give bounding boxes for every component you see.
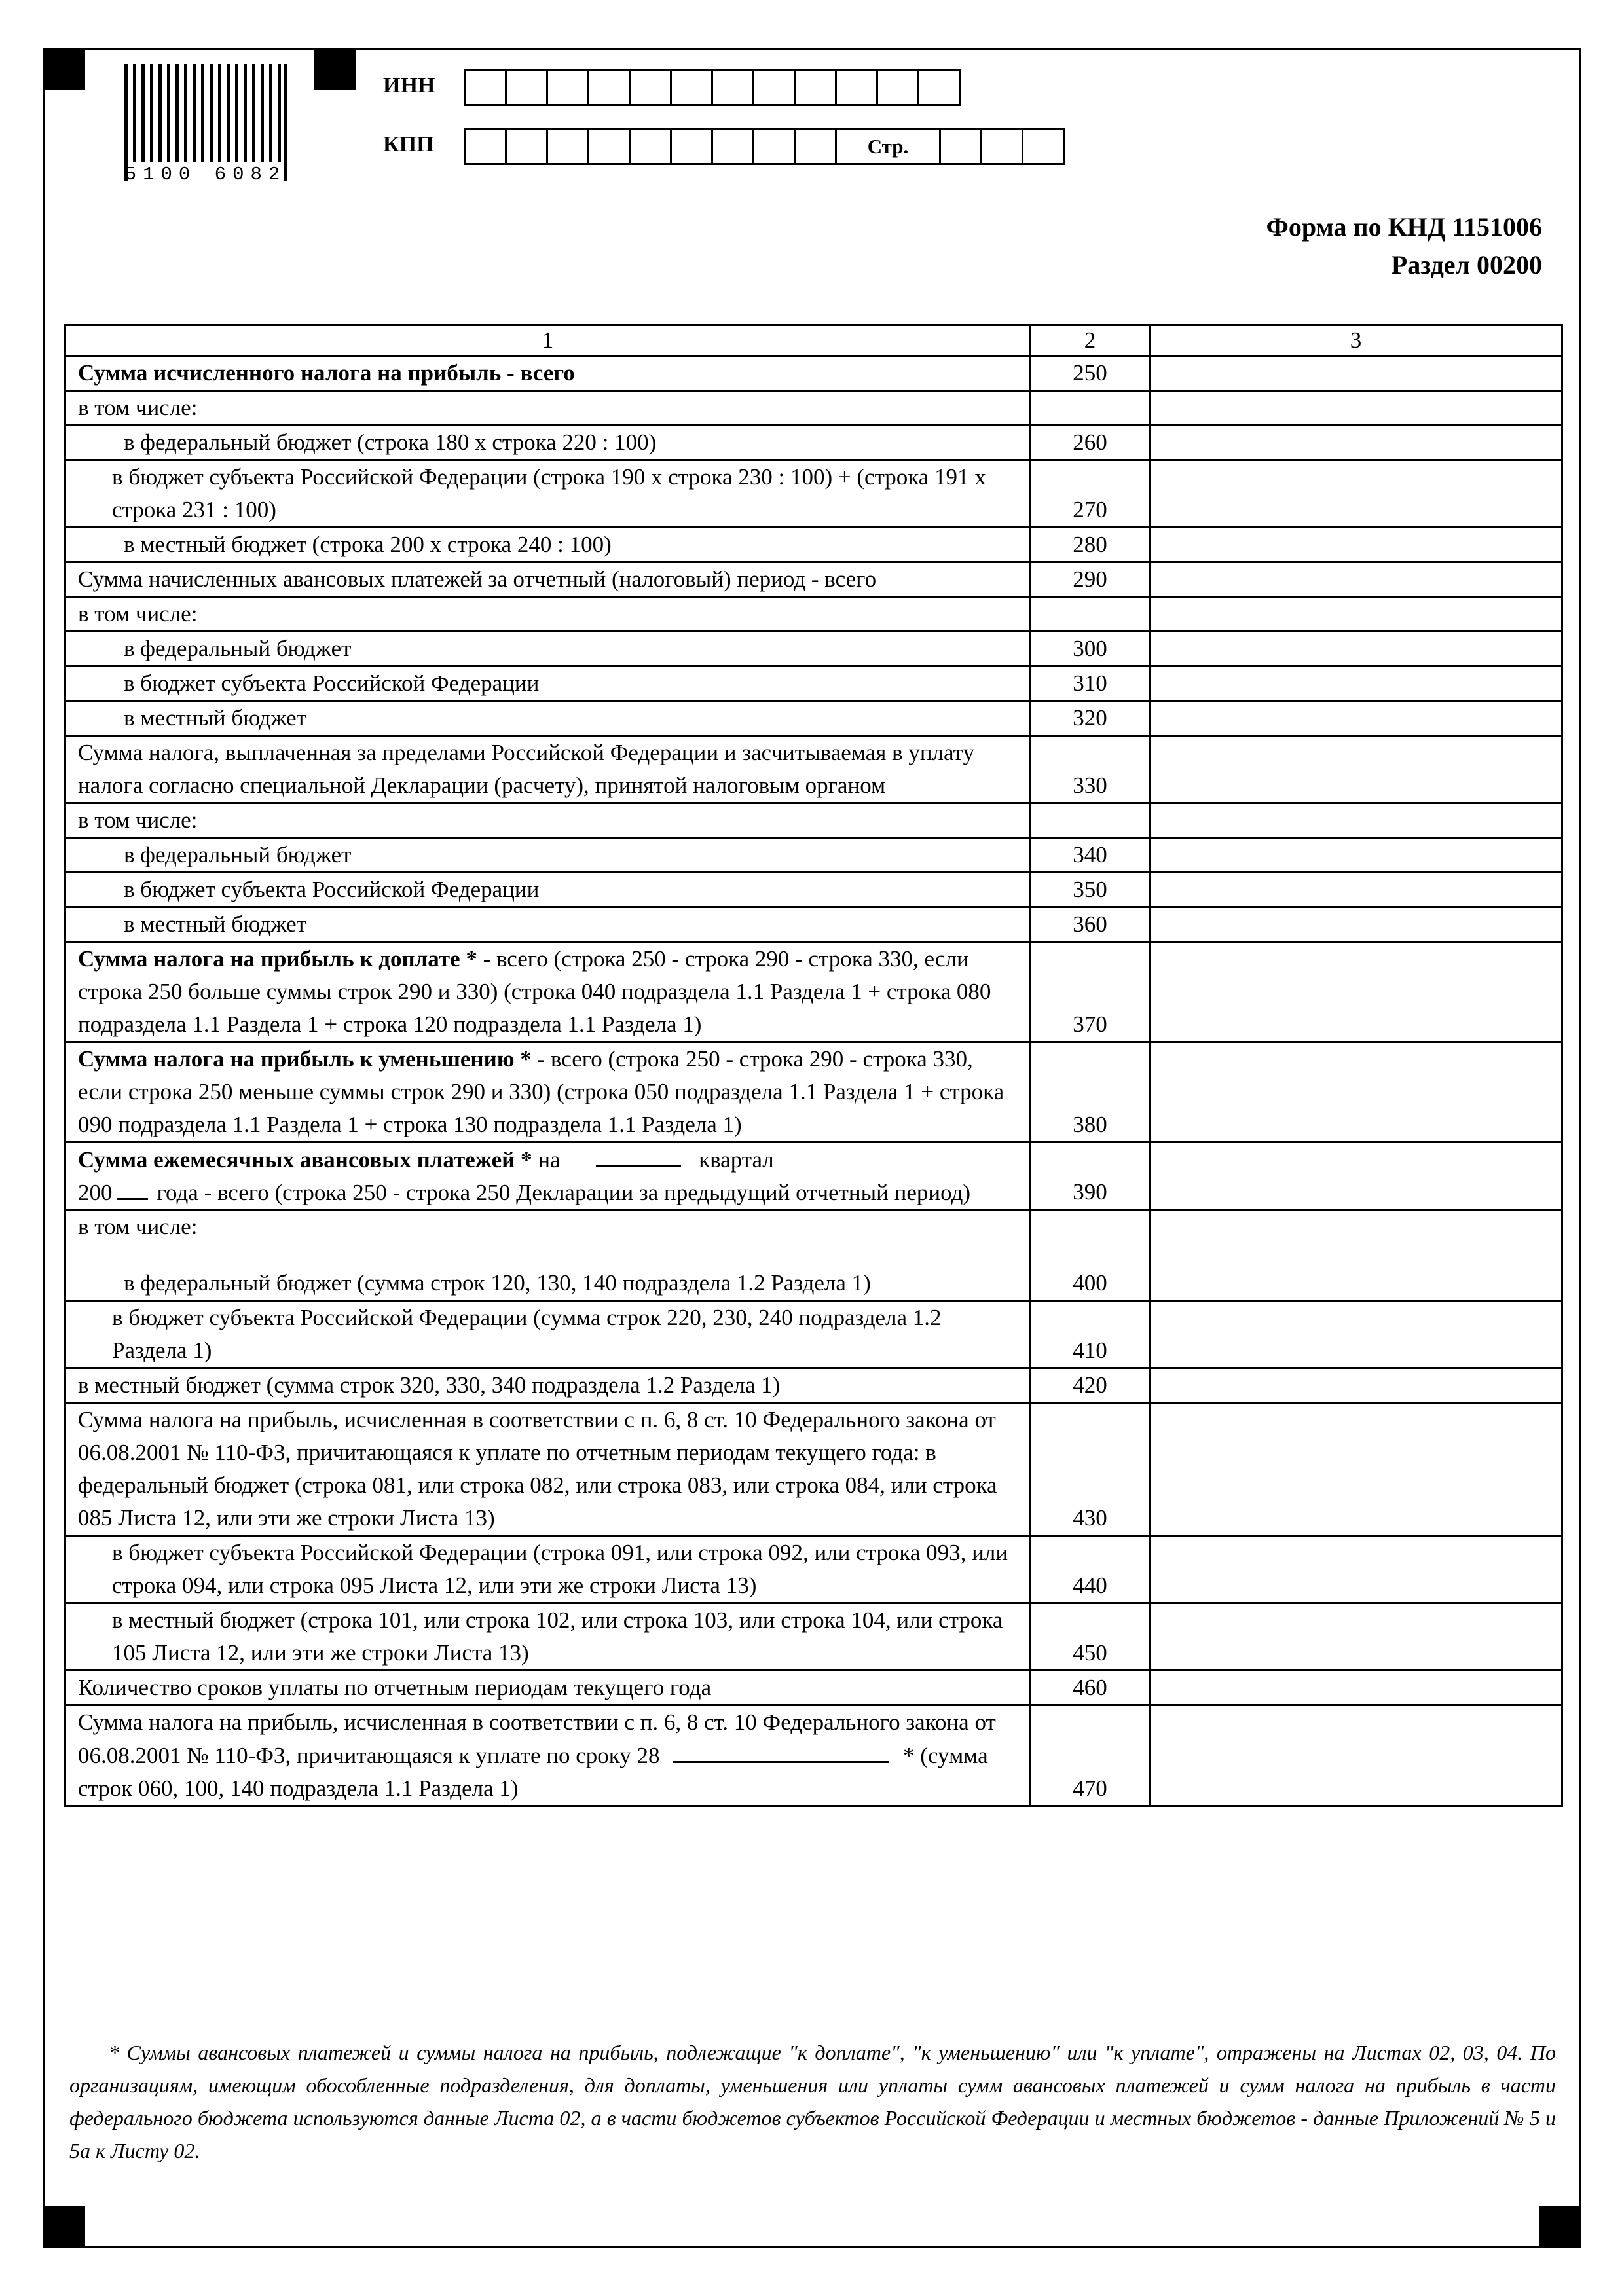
kpp-label: КПП bbox=[383, 132, 434, 156]
value-cell[interactable] bbox=[1150, 1603, 1562, 1671]
row-label: в федеральный бюджет bbox=[124, 636, 352, 661]
row-code: 250 bbox=[1031, 356, 1150, 391]
value-cell[interactable] bbox=[1150, 1705, 1562, 1806]
row-label: в местный бюджет (строка 101, или строка 102, или строка 103, или строка 104, или строка 105 Листа 12, или эти же строки Листа 13) bbox=[112, 1607, 1003, 1666]
table-row bbox=[65, 1603, 1562, 1671]
table-row bbox=[65, 1368, 1562, 1403]
row-label: в бюджет субъекта Российской Федерации bbox=[124, 670, 540, 696]
row-label: - всего (строка 250 - строка 290 - строка 330, если строка 250 больше суммы строк 290 и 330) (строка 040 подраздела 1.1 Раздела 1 + строка 080 подраздела 1.1 Раздела 1 + строка 120 подраздела 1.1 Раздела 1) bbox=[78, 946, 991, 1037]
table-row bbox=[65, 1142, 1562, 1210]
row-code: 310 bbox=[1031, 666, 1150, 701]
row-label: в бюджет субъекта Российской Федерации (строка 091, или строка 092, или строка 093, или строка 094, или строка 095 Листа 12, или эти же строки Листа 13) bbox=[112, 1540, 1008, 1598]
table-row bbox=[65, 562, 1562, 597]
row-label: в федеральный бюджет (строка 180 х строка 220 : 100) bbox=[124, 429, 657, 455]
form-title: Форма по КНД 1151006 bbox=[1266, 212, 1542, 242]
column-header: 2 bbox=[1031, 325, 1150, 356]
inn-field[interactable] bbox=[464, 69, 961, 106]
table-row bbox=[65, 736, 1562, 803]
row-code: 340 bbox=[1031, 838, 1150, 873]
value-cell[interactable] bbox=[1150, 701, 1562, 736]
page-number-cell[interactable] bbox=[980, 128, 1023, 165]
row-code: 280 bbox=[1031, 528, 1150, 562]
value-cell[interactable] bbox=[1150, 838, 1562, 873]
value-cell[interactable] bbox=[1150, 1210, 1562, 1301]
value-cell[interactable] bbox=[1150, 528, 1562, 562]
page-number-cell[interactable] bbox=[939, 128, 982, 165]
row-label: квартал bbox=[699, 1147, 774, 1173]
barcode-number: 5100 6082 bbox=[124, 164, 287, 185]
row-code: 330 bbox=[1031, 736, 1150, 803]
table-row bbox=[65, 873, 1562, 907]
row-label: 200 bbox=[78, 1180, 113, 1205]
row-label: в федеральный бюджет bbox=[124, 842, 352, 867]
row-label: Сумма налога на прибыль, исчисленная в соответствии с п. 6, 8 ст. 10 Федерального закона от 06.08.2001 № 110-ФЗ, причитающаяся к уплате по сроку 28 bbox=[78, 1709, 996, 1768]
table-row bbox=[65, 460, 1562, 528]
value-cell bbox=[1150, 803, 1562, 838]
column-header: 3 bbox=[1150, 325, 1562, 356]
value-cell[interactable] bbox=[1150, 460, 1562, 528]
column-header-row bbox=[65, 325, 1562, 356]
row-label: в бюджет субъекта Российской Федерации (сумма строк 220, 230, 240 подраздела 1.2 Раздела 1) bbox=[112, 1305, 942, 1363]
value-cell[interactable] bbox=[1150, 426, 1562, 460]
footnote-text: * Суммы авансовых платежей и суммы налога на прибыль, подлежащие "к доплате", "к уменьшению" или "к уплате", отражены на Листах 02, 03, 04. По организациям, имеющим обособленные подразделения, для доплаты, уменьшения или уплаты сумм авансовых платежей и сумм налога на прибыль в части федерального бюджета используются данные Листа 02, а в части бюджетов субъектов Российской Федерации и местных бюджетов - данные Приложений № 5 и 5а к Листу 02. bbox=[69, 2041, 1556, 2162]
value-cell[interactable] bbox=[1150, 1403, 1562, 1536]
due-date-blank-field[interactable] bbox=[673, 1739, 889, 1763]
row-label: в том числе: bbox=[65, 391, 1031, 426]
table-row bbox=[65, 597, 1562, 632]
table-row bbox=[65, 356, 1562, 391]
row-code: 460 bbox=[1031, 1671, 1150, 1705]
row-code: 360 bbox=[1031, 907, 1150, 942]
form-title-block bbox=[1266, 208, 1542, 284]
table-row bbox=[65, 1210, 1562, 1301]
row-code: 410 bbox=[1031, 1301, 1150, 1368]
table-row bbox=[65, 528, 1562, 562]
row-label-bold: Сумма налога на прибыль к доплате * bbox=[78, 946, 477, 972]
value-cell[interactable] bbox=[1150, 1301, 1562, 1368]
table-row bbox=[65, 391, 1562, 426]
row-code: 400 bbox=[1031, 1210, 1150, 1301]
table-row bbox=[65, 1042, 1562, 1142]
value-cell[interactable] bbox=[1150, 907, 1562, 942]
row-label: в местный бюджет bbox=[124, 705, 306, 731]
value-cell[interactable] bbox=[1150, 942, 1562, 1042]
value-cell bbox=[1150, 597, 1562, 632]
row-code: 470 bbox=[1031, 1705, 1150, 1806]
table-row bbox=[65, 701, 1562, 736]
table-row bbox=[65, 803, 1562, 838]
value-cell[interactable] bbox=[1150, 873, 1562, 907]
row-label: на bbox=[532, 1147, 561, 1173]
value-cell[interactable] bbox=[1150, 736, 1562, 803]
table-row bbox=[65, 1671, 1562, 1705]
corner-marker-top-right bbox=[314, 48, 356, 90]
table-row bbox=[65, 632, 1562, 666]
row-code: 290 bbox=[1031, 562, 1150, 597]
page-number-cell[interactable] bbox=[1022, 128, 1065, 165]
corner-marker-top-left bbox=[43, 48, 85, 90]
row-code: 260 bbox=[1031, 426, 1150, 460]
row-code: 450 bbox=[1031, 1603, 1150, 1671]
row-code: 350 bbox=[1031, 873, 1150, 907]
declaration-table bbox=[64, 324, 1563, 1807]
row-label: в местный бюджет (сумма строк 320, 330, 340 подраздела 1.2 Раздела 1) bbox=[65, 1368, 1031, 1403]
row-label-bold: Сумма ежемесячных авансовых платежей * bbox=[78, 1147, 532, 1173]
table-row bbox=[65, 1403, 1562, 1536]
row-label: Сумма налога, выплаченная за пределами Российской Федерации и засчитываемая в уплату налога согласно специальной Декларации (расчету), принятой налоговым органом bbox=[65, 736, 1031, 803]
value-cell[interactable] bbox=[1150, 1671, 1562, 1705]
row-label: в бюджет субъекта Российской Федерации (строка 190 х строка 230 : 100) + (строка 191 х строка 231 : 100) bbox=[112, 464, 986, 522]
section-title: Раздел 00200 bbox=[1391, 250, 1542, 280]
row-code: 430 bbox=[1031, 1403, 1150, 1536]
inn-label: ИНН bbox=[383, 73, 435, 98]
year-blank-field[interactable] bbox=[117, 1176, 148, 1200]
corner-marker-bottom-right bbox=[1539, 2206, 1581, 2248]
row-label: в том числе: bbox=[78, 1214, 198, 1239]
row-label: Сумма исчисленного налога на прибыль - всего bbox=[78, 360, 575, 386]
table-row bbox=[65, 666, 1562, 701]
column-header: 1 bbox=[65, 325, 1031, 356]
row-code: 380 bbox=[1031, 1042, 1150, 1142]
row-code: 440 bbox=[1031, 1536, 1150, 1603]
value-cell[interactable] bbox=[1150, 562, 1562, 597]
value-cell[interactable] bbox=[1150, 356, 1562, 391]
row-label: Сумма начисленных авансовых платежей за отчетный (налоговый) период - всего bbox=[65, 562, 1031, 597]
value-cell[interactable] bbox=[1150, 666, 1562, 701]
value-cell[interactable] bbox=[1150, 1368, 1562, 1403]
row-label: в федеральный бюджет (сумма строк 120, 130, 140 подраздела 1.2 Раздела 1) bbox=[124, 1270, 871, 1296]
table-row bbox=[65, 1705, 1562, 1806]
row-label: * (сумма строк 060, 100, 140 подраздела 1.1 Раздела 1) bbox=[78, 1743, 988, 1801]
row-label: в том числе: bbox=[65, 803, 1031, 838]
row-label: Количество сроков уплаты по отчетным периодам текущего года bbox=[65, 1671, 1031, 1705]
row-label: в местный бюджет (строка 200 х строка 240 : 100) bbox=[124, 532, 612, 557]
kpp-field[interactable] bbox=[464, 128, 1065, 165]
value-cell[interactable] bbox=[1150, 1042, 1562, 1142]
value-cell[interactable] bbox=[1150, 1536, 1562, 1603]
footnote bbox=[69, 2036, 1556, 2167]
page-number-label: Стр. bbox=[835, 128, 941, 165]
row-label: в том числе: bbox=[65, 597, 1031, 632]
value-cell[interactable] bbox=[1150, 632, 1562, 666]
quarter-blank-field[interactable] bbox=[596, 1143, 681, 1167]
table-row bbox=[65, 838, 1562, 873]
row-code: 420 bbox=[1031, 1368, 1150, 1403]
row-label: в бюджет субъекта Российской Федерации bbox=[124, 877, 540, 902]
table-row bbox=[65, 426, 1562, 460]
table-row bbox=[65, 1536, 1562, 1603]
row-label: в местный бюджет bbox=[124, 911, 306, 937]
row-code: 390 bbox=[1031, 1142, 1150, 1210]
value-cell bbox=[1150, 391, 1562, 426]
corner-marker-bottom-left bbox=[43, 2206, 85, 2248]
row-label: года - всего (строка 250 - строка 250 Декларации за предыдущий отчетный период) bbox=[157, 1180, 971, 1205]
row-code: 270 bbox=[1031, 460, 1150, 528]
table-row bbox=[65, 907, 1562, 942]
row-code: 320 bbox=[1031, 701, 1150, 736]
table-row bbox=[65, 1301, 1562, 1368]
table-row bbox=[65, 942, 1562, 1042]
row-code: 300 bbox=[1031, 632, 1150, 666]
value-cell[interactable] bbox=[1150, 1142, 1562, 1210]
row-code: 370 bbox=[1031, 942, 1150, 1042]
row-label-bold: Сумма налога на прибыль к уменьшению * bbox=[78, 1046, 532, 1072]
row-label: - всего (строка 250 - строка 290 - строка 330, если строка 250 меньше суммы строк 290 и 330) (строка 050 подраздела 1.1 Раздела 1 + строка 090 подраздела 1.1 Раздела 1 + строка 130 подраздела 1.1 Раздела 1) bbox=[78, 1046, 1005, 1137]
row-label: Сумма налога на прибыль, исчисленная в соответствии с п. 6, 8 ст. 10 Федерального закона от 06.08.2001 № 110-ФЗ, причитающаяся к уплате по отчетным периодам текущего года: в федеральный бюджет (строка 081, или строка 082, или строка 083, или строка 084, или строка 085 Листа 12, или эти же строки Листа 13) bbox=[65, 1403, 1031, 1536]
